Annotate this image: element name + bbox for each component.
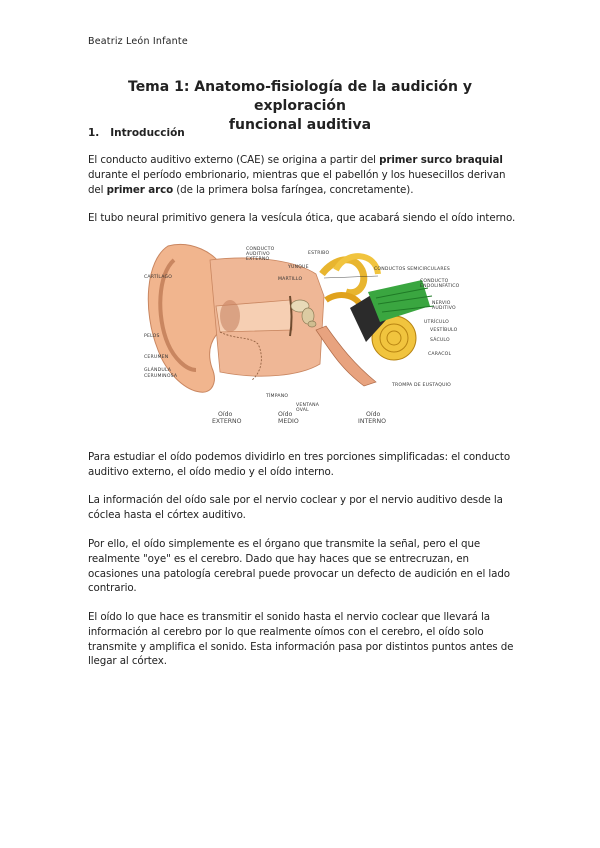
ear-anatomy-illustration: [140, 240, 470, 430]
label-utriculo: UTRÍCULO: [424, 320, 449, 325]
author-name: Beatriz León Infante: [88, 36, 188, 47]
label-caracol: CARACOL: [428, 352, 452, 357]
section-number: 1.: [88, 127, 100, 139]
ear-anatomy-figure: [140, 240, 470, 430]
label-oido-medio-1: Oído: [278, 411, 293, 418]
p1-bold-surco: primer surco braquial: [379, 154, 503, 166]
section-title: Introducción: [110, 127, 185, 139]
label-vestibulo: VESTÍBULO: [430, 328, 458, 333]
label-conducto-auditivo: AUDITIVO: [246, 252, 270, 257]
label-ventana-oval: OVAL: [296, 408, 309, 413]
paragraph-5: Por ello, el oído simplemente es el órgano que transmite la señal, pero el que realmente "oye" es el cerebro. Dado que hay haces que se entrecruzan, en ocasiones una patología cerebral puede provocar un defecto de audición en el lado contrario.: [88, 538, 510, 595]
label-glandula: GLÁNDULA: [144, 368, 172, 373]
label-conducto-endolinfatico: CONDUCTO: [420, 279, 449, 284]
label-nervio-auditivo: AUDITIVO: [432, 306, 456, 311]
label-conducto-externo: EXTERNO: [246, 257, 270, 262]
p1-text-c: durante el período embrionario, mientras que el pabellón y los huesecillos derivan del: [88, 168, 506, 196]
label-oido-medio-2: MEDIO: [278, 418, 299, 425]
label-cerumen: CERUMEN: [144, 355, 169, 360]
section-heading: [88, 127, 185, 139]
title-line-1: Tema 1: Anatomo-fisiología de la audición y exploración: [128, 79, 472, 114]
label-estribo: ESTRIBO: [308, 251, 330, 256]
title-line-2: funcional auditiva: [228, 117, 372, 133]
label-trompa-eustaquio: TROMPA DE EUSTAQUIO: [392, 383, 451, 388]
paragraph-4: La información del oído sale por el nervio coclear y por el nervio auditivo desde la cóclea hasta el córtex auditivo.: [88, 494, 503, 521]
label-oido-interno-1: Oído: [366, 411, 381, 418]
label-oido-externo-2: EXTERNO: [212, 418, 242, 425]
paragraph-6: El oído lo que hace es transmitir el sonido hasta el nervio coclear que llevará la información al cerebro por lo que realmente oímos con el cerebro, el oído solo transmite y amplifica el sonido. Esta información pasa por distintos puntos antes de llegar al córtex.: [88, 611, 514, 668]
label-ventana: VENTANA: [296, 403, 320, 408]
label-pelos: PELOS: [144, 334, 160, 339]
paragraph-3: Para estudiar el oído podemos dividirlo en tres porciones simplificadas: el conducto auditivo externo, el oído medio y el oído interno.: [88, 451, 511, 478]
label-conducto: CONDUCTO: [246, 247, 275, 252]
p1-text-a: El conducto auditivo externo (CAE) se origina a partir del: [88, 154, 380, 166]
label-martillo: MARTILLO: [278, 277, 303, 282]
paragraph-2: El tubo neural primitivo genera la vesícula ótica, que acabará siendo el oído interno.: [88, 212, 516, 224]
label-cartilago: CARTÍLAGO: [144, 275, 173, 280]
label-nervio: NERVIO: [432, 301, 451, 306]
label-timpano: TÍMPANO: [266, 394, 289, 399]
label-saculo: SÁCULO: [430, 338, 450, 343]
label-yunque: YUNQUE: [288, 265, 309, 270]
paragraph-1: [88, 153, 518, 197]
p1-bold-arco: primer arco: [106, 183, 174, 196]
label-conductos-semicirculares: CONDUCTOS SEMICIRCULARES: [374, 267, 451, 272]
p1-text-e: (de la primera bolsa faríngea, concretamente).: [173, 183, 414, 196]
label-endolinfatico: ENDOLINFÁTICO: [420, 284, 460, 289]
label-oido-externo-1: Oído: [218, 411, 233, 418]
label-ceruminosa: CERUMINOSA: [144, 374, 178, 379]
label-oido-interno-2: INTERNO: [358, 418, 386, 425]
